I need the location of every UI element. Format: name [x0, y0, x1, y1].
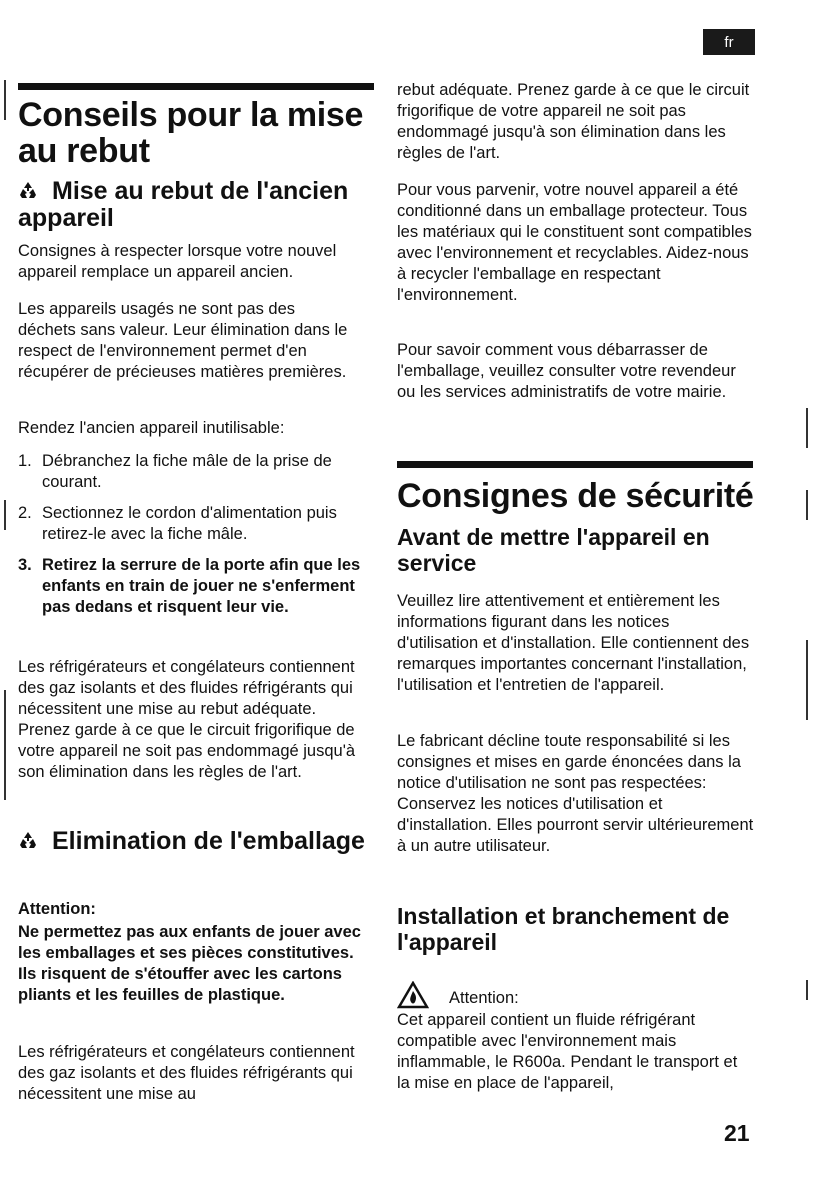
language-badge: fr [703, 29, 755, 55]
scan-edge-mark [806, 490, 808, 520]
scan-edge-mark [4, 690, 6, 800]
scan-edge-mark [4, 500, 6, 530]
heading-installation: Installation et branchement de l'appareil [397, 903, 730, 955]
list-number: 1. [18, 452, 32, 470]
list-text: Débranchez la fiche mâle de la prise de courant. [42, 452, 332, 491]
attention-label: Attention: [18, 900, 96, 918]
paragraph: Pour savoir comment vous débarrasser de l'emballage, veuillez consulter votre revendeur ou les services administratifs de votre mairie. [397, 341, 736, 401]
scan-edge-mark [806, 640, 808, 720]
paragraph: Les réfrigérateurs et congélateurs contiennent des gaz isolants et des fluides réfrigérants qui nécessitent une mise au [18, 1043, 355, 1103]
paragraph: rebut adéquate. Prenez garde à ce que le circuit frigorifique de votre appareil ne soit pas endommagé jusqu'à son élimination dans les règles de l'art. [397, 81, 750, 162]
page-number: 21 [724, 1120, 750, 1146]
heading-packaging [18, 828, 374, 855]
section-title-safety: Consignes de sécurité [397, 477, 754, 515]
recycle-icon [18, 831, 38, 851]
list-number: 2. [18, 504, 32, 522]
paragraph: Veuillez lire attentivement et entièrement les informations figurant dans les notices d'utilisation et d'installation. Elle contiennent des remarques importantes concernant l'installation, l'utilisation et l'entretien de l'appareil. [397, 592, 750, 694]
list-item [18, 503, 374, 545]
warning-fire-icon [397, 981, 429, 1009]
paragraph: Pour vous parvenir, votre nouvel appareil a été conditionné dans un emballage protecteur. Tous les matériaux qui le constituent sont compatibles avec l'environnement et recyclables. Aidez-nous à recycler l'emballage en respectant l'environnement. [397, 181, 752, 304]
section-rule [18, 83, 374, 90]
paragraph: Rendez l'ancien appareil inutilisable: [18, 419, 285, 437]
heading-old-appliance-label: Mise au rebut de l'ancien appareil [18, 177, 349, 232]
list-item [18, 555, 374, 618]
section-rule [397, 461, 753, 468]
scan-edge-mark [806, 980, 808, 1000]
recycle-icon [18, 181, 38, 201]
attention-label: Attention: [449, 989, 519, 1007]
scan-edge-mark [806, 408, 808, 448]
section-title-disposal: Conseils pour la mise au rebut [18, 96, 364, 170]
paragraph: Les appareils usagés ne sont pas des déchets sans valeur. Leur élimination dans le respect de l'environnement permet d'en récupérer de précieuses matières premières. [18, 300, 348, 381]
list-item [18, 451, 374, 493]
steps-list [18, 451, 374, 618]
list-text: Sectionnez le cordon d'alimentation puis retirez-le avec la fiche mâle. [42, 504, 337, 543]
paragraph: Le fabricant décline toute responsabilité si les consignes et mises en garde énoncées dans la notice d'utilisation ne sont pas respectées: Conservez les notices d'utilisation et d'installation. Elles pourront servir ultérieurement à un autre utilisateur. [397, 732, 754, 855]
attention-text: Ne permettez pas aux enfants de jouer avec les emballages et ses pièces constitutives. Ils risquent de s'étouffer avec les cartons pliants et les feuilles de plastique. [18, 923, 361, 1004]
scan-edge-mark [4, 80, 6, 120]
heading-old-appliance [18, 178, 374, 232]
attention-line [397, 981, 753, 1009]
paragraph: Consignes à respecter lorsque votre nouvel appareil remplace un appareil ancien. [18, 242, 337, 281]
heading-before-use: Avant de mettre l'appareil en service [397, 524, 710, 576]
paragraph: Les réfrigérateurs et congélateurs contiennent des gaz isolants et des fluides réfrigérants qui nécessitent une mise au rebut adéquate. Prenez garde à ce que le circuit frigorifique de votre appareil ne soit pas endommagé jusqu'à son élimination dans les règles de l'art. [18, 658, 356, 781]
heading-packaging-label: Elimination de l'emballage [52, 827, 365, 855]
list-text: Retirez la serrure de la porte afin que les enfants en train de jouer ne s'enferment pas dedans et risquent leur vie. [42, 556, 361, 616]
paragraph: Cet appareil contient un fluide réfrigérant compatible avec l'environnement mais inflammable, le R600a. Pendant le transport et la mise en place de l'appareil, [397, 1011, 738, 1092]
list-number: 3. [18, 556, 32, 574]
